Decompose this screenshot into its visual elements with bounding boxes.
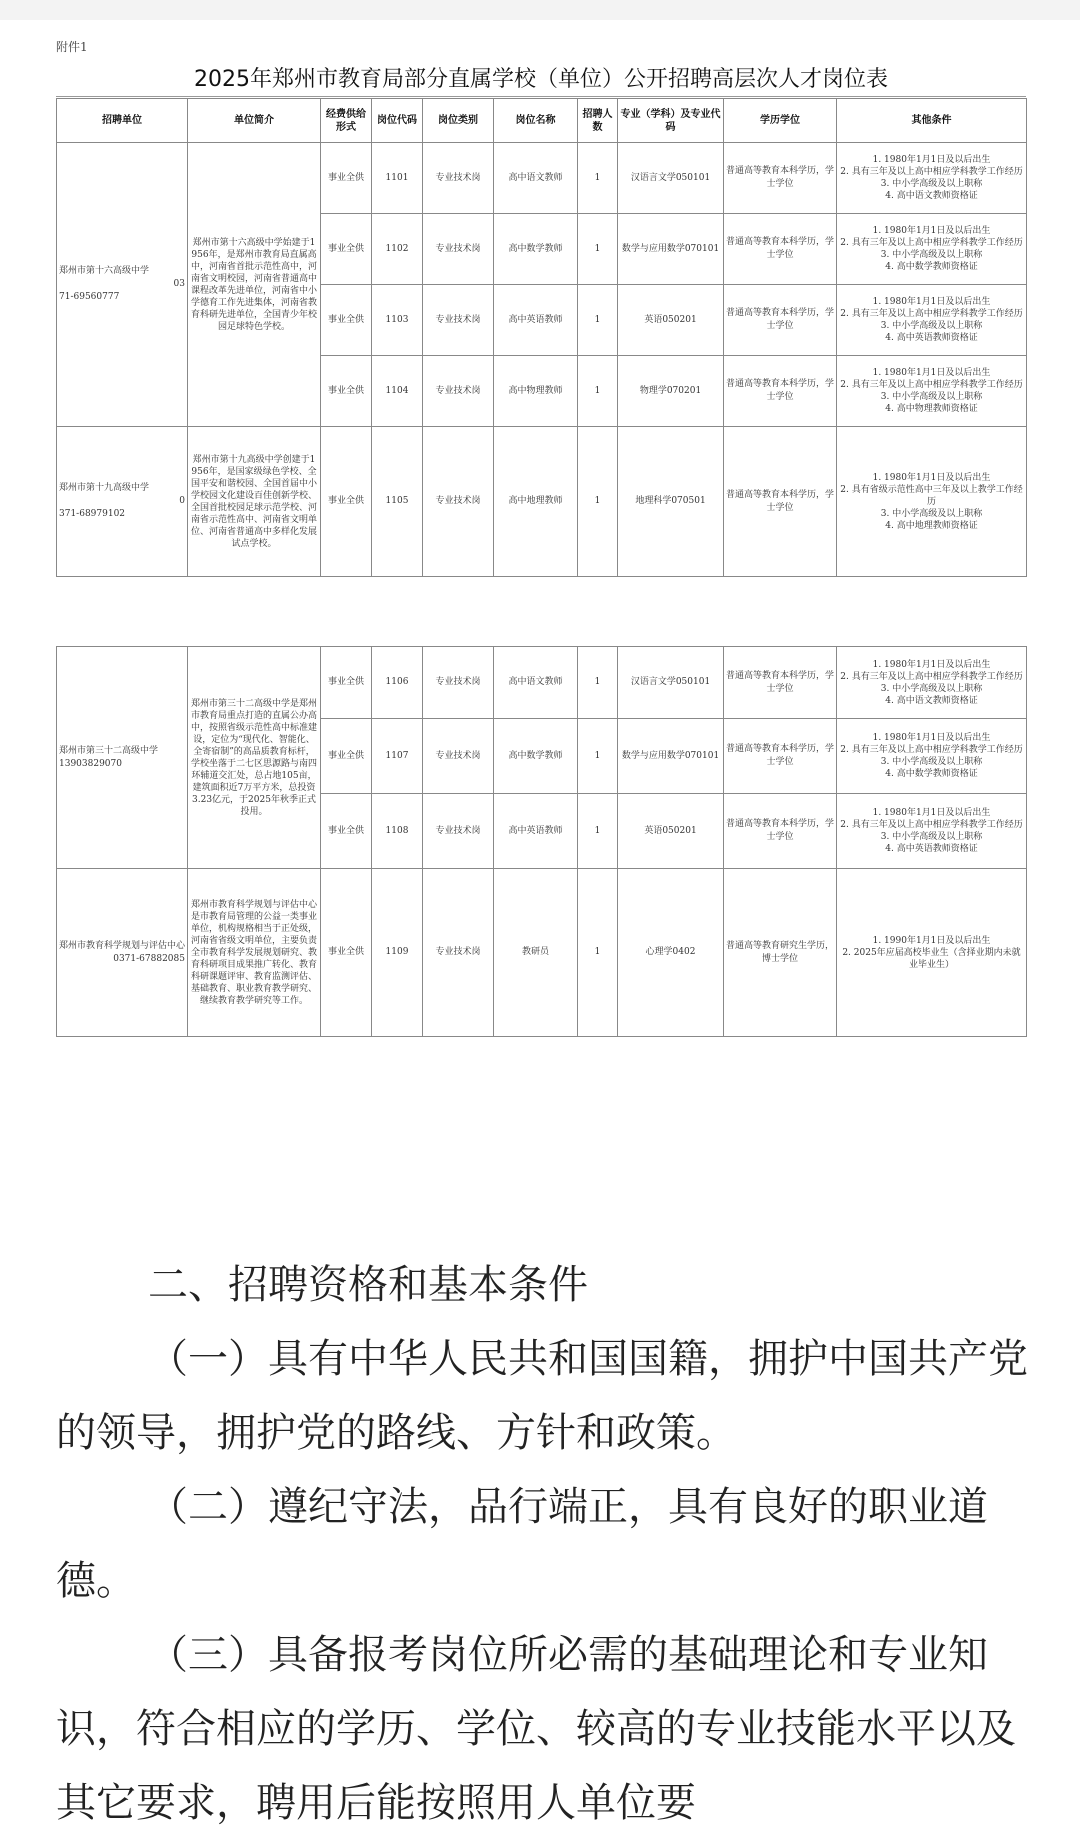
major-cell: 数学与应用数学070101 (618, 719, 724, 794)
category-cell: 专业技术岗 (423, 285, 494, 356)
header-cell: 其他条件 (837, 99, 1027, 143)
header-cell: 岗位代码 (372, 99, 423, 143)
major-cell: 英语050201 (618, 285, 724, 356)
category-cell: 专业技术岗 (423, 356, 494, 427)
cond-cell: 1. 1980年1月1日及以后出生 2. 具有三年及以上高中相应学科教学工作经历 3. 中小学高级及以上职称 4. 高中英语教师资格证 (837, 285, 1027, 356)
fund-cell: 事业全供 (321, 285, 372, 356)
unit-phone: 71-69560777 (59, 292, 120, 302)
header-cell: 招聘单位 (57, 99, 188, 143)
edu-cell: 普通高等教育本科学历，学士学位 (724, 285, 837, 356)
count-cell: 1 (578, 794, 618, 869)
category-cell: 专业技术岗 (423, 794, 494, 869)
edu-cell: 普通高等教育本科学历，学士学位 (724, 427, 837, 577)
edu-cell: 普通高等教育本科学历，学士学位 (724, 214, 837, 285)
cond-cell: 1. 1980年1月1日及以后出生 2. 具有三年及以上高中相应学科教学工作经历 3. 中小学高级及以上职称 4. 高中数学教师资格证 (837, 719, 1027, 794)
position-cell: 高中地理教师 (494, 427, 578, 577)
code-cell: 1103 (372, 285, 423, 356)
position-cell: 高中数学教师 (494, 719, 578, 794)
header-cell: 招聘人数 (578, 99, 618, 143)
code-cell: 1109 (372, 869, 423, 1037)
major-cell: 物理学070201 (618, 356, 724, 427)
cond-cell: 1. 1980年1月1日及以后出生 2. 具有省级示范性高中三年及以上教学工作经历 3. 中小学高级及以上职称 4. 高中地理教师资格证 (837, 427, 1027, 577)
edu-cell: 普通高等教育本科学历，学士学位 (724, 143, 837, 214)
category-cell: 专业技术岗 (423, 143, 494, 214)
fund-cell: 事业全供 (321, 143, 372, 214)
header-cell: 经费供给形式 (321, 99, 372, 143)
position-cell: 高中数学教师 (494, 214, 578, 285)
paragraph: （三）具备报考岗位所必需的基础理论和专业知识，符合相应的学历、学位、较高的专业技能水平以及其它要求，聘用后能按照用人单位要 (56, 1632, 1016, 1826)
code-cell: 1107 (372, 719, 423, 794)
major-cell: 数学与应用数学070101 (618, 214, 724, 285)
major-cell: 汉语言文学050101 (618, 647, 724, 719)
body-text (56, 1248, 1028, 1840)
code-cell: 1101 (372, 143, 423, 214)
fund-cell: 事业全供 (321, 869, 372, 1037)
fund-cell: 事业全供 (321, 794, 372, 869)
table-row (57, 143, 1027, 214)
title-divider (56, 96, 1026, 97)
positions-table-part1 (56, 98, 1027, 577)
count-cell: 1 (578, 427, 618, 577)
paragraph: （二）遵纪守法，品行端正，具有良好的职业道德。 (56, 1484, 988, 1604)
unit-cell (57, 869, 188, 1037)
position-cell: 高中英语教师 (494, 794, 578, 869)
position-cell: 高中物理教师 (494, 356, 578, 427)
fund-cell: 事业全供 (321, 214, 372, 285)
table-row (57, 647, 1027, 719)
header-cell: 学历学位 (724, 99, 837, 143)
attachment-label: 附件1 (56, 40, 88, 54)
unit-phone-part: 03 (173, 279, 185, 289)
positions-table-part2 (56, 646, 1027, 1037)
position-cell: 教研员 (494, 869, 578, 1037)
header-cell: 单位简介 (188, 99, 321, 143)
table-row (57, 869, 1027, 1037)
unit-phone-part: 0 (179, 496, 185, 506)
table-row (57, 427, 1027, 577)
code-cell: 1105 (372, 427, 423, 577)
edu-cell: 普通高等教育本科学历，学士学位 (724, 356, 837, 427)
unit-intro: 郑州市第十九高级中学创建于1956年，是国家级绿色学校、全国平安和谐校园、全国首届中小学校园文化建设百佳创新学校、全国首批校园足球示范学校、河南省示范性高中、河南省文明单位、河南省普通高中多样化发展试点学校。 (188, 427, 321, 577)
unit-name: 郑州市第三十二高级中学 (59, 745, 159, 756)
count-cell: 1 (578, 719, 618, 794)
count-cell: 1 (578, 356, 618, 427)
category-cell: 专业技术岗 (423, 427, 494, 577)
category-cell: 专业技术岗 (423, 214, 494, 285)
code-cell: 1106 (372, 647, 423, 719)
unit-phone: 13903829070 (59, 758, 122, 769)
table-title: 2025年郑州市教育局部分直属学校（单位）公开招聘高层次人才岗位表 (194, 67, 888, 92)
code-cell: 1104 (372, 356, 423, 427)
fund-cell: 事业全供 (321, 356, 372, 427)
cond-cell: 1. 1980年1月1日及以后出生 2. 具有三年及以上高中相应学科教学工作经历 3. 中小学高级及以上职称 4. 高中语文教师资格证 (837, 647, 1027, 719)
unit-cell (57, 647, 188, 869)
position-cell: 高中英语教师 (494, 285, 578, 356)
unit-cell (57, 143, 188, 427)
fund-cell: 事业全供 (321, 647, 372, 719)
code-cell: 1102 (372, 214, 423, 285)
count-cell: 1 (578, 143, 618, 214)
count-cell: 1 (578, 214, 618, 285)
major-cell: 汉语言文学050101 (618, 143, 724, 214)
cond-cell: 1. 1980年1月1日及以后出生 2. 具有三年及以上高中相应学科教学工作经历 3. 中小学高级及以上职称 4. 高中语文教师资格证 (837, 143, 1027, 214)
edu-cell: 普通高等教育本科学历，学士学位 (724, 719, 837, 794)
header-cell: 岗位名称 (494, 99, 578, 143)
count-cell: 1 (578, 869, 618, 1037)
edu-cell: 普通高等教育本科学历，学士学位 (724, 794, 837, 869)
fund-cell: 事业全供 (321, 427, 372, 577)
unit-name: 郑州市第十九高级中学 (59, 483, 150, 493)
cond-cell: 1. 1980年1月1日及以后出生 2. 具有三年及以上高中相应学科教学工作经历 3. 中小学高级及以上职称 4. 高中英语教师资格证 (837, 794, 1027, 869)
unit-phone: 0371-67882085 (113, 953, 185, 964)
major-cell: 心理学0402 (618, 869, 724, 1037)
edu-cell: 普通高等教育研究生学历，博士学位 (724, 869, 837, 1037)
cond-cell: 1. 1990年1月1日及以后出生 2. 2025年应届高校毕业生（含择业期内未就业毕业生） (837, 869, 1027, 1037)
major-cell: 地理科学070501 (618, 427, 724, 577)
header-cell: 专业（学科）及专业代码 (618, 99, 724, 143)
edu-cell: 普通高等教育本科学历，学士学位 (724, 647, 837, 719)
unit-phone: 371-68979102 (59, 509, 126, 519)
category-cell: 专业技术岗 (423, 719, 494, 794)
code-cell: 1108 (372, 794, 423, 869)
unit-intro: 郑州市第十六高级中学始建于1956年，是郑州市教育局直属高中，河南省首批示范性高中，河南省文明校园，河南省普通高中课程改革先进单位，河南省中小学德育工作先进集体，河南省教育科研先进单位，全国青少年校园足球特色学校。 (188, 143, 321, 427)
count-cell: 1 (578, 285, 618, 356)
unit-cell (57, 427, 188, 577)
position-cell: 高中语文教师 (494, 647, 578, 719)
category-cell: 专业技术岗 (423, 647, 494, 719)
paragraph: （一）具有中华人民共和国国籍，拥护中国共产党的领导，拥护党的路线、方针和政策。 (56, 1336, 1028, 1456)
unit-name: 郑州市第十六高级中学 (59, 266, 150, 276)
unit-intro: 郑州市教育科学规划与评估中心是市教育局管理的公益一类事业单位，机构规格相当于正处级，河南省省级文明单位，主要负责全市教育科学发展规划研究、教育科研项目成果推广转化、教育科研课题评审、教育监测评估、基础教育、职业教育教学研究、继续教育教学研究等工作。 (188, 869, 321, 1037)
top-strip (0, 0, 1080, 20)
cond-cell: 1. 1980年1月1日及以后出生 2. 具有三年及以上高中相应学科教学工作经历 3. 中小学高级及以上职称 4. 高中数学教师资格证 (837, 214, 1027, 285)
position-cell: 高中语文教师 (494, 143, 578, 214)
cond-cell: 1. 1980年1月1日及以后出生 2. 具有三年及以上高中相应学科教学工作经历 3. 中小学高级及以上职称 4. 高中物理教师资格证 (837, 356, 1027, 427)
header-cell: 岗位类别 (423, 99, 494, 143)
unit-intro: 郑州市第三十二高级中学是郑州市教育局重点打造的直属公办高中，按照省级示范性高中标准建设，定位为“现代化、智能化、全寄宿制”的高品质教育标杆，学校坐落于二七区思源路与南四环辅道交汇处，总占地105亩，建筑面积近7万平方米，总投资3.23亿元，于2025年秋季正式投用。 (188, 647, 321, 869)
fund-cell: 事业全供 (321, 719, 372, 794)
header-row (57, 99, 1027, 143)
category-cell: 专业技术岗 (423, 869, 494, 1037)
count-cell: 1 (578, 647, 618, 719)
unit-name: 郑州市教育科学规划与评估中心 (59, 940, 186, 951)
section-heading: 二、招聘资格和基本条件 (148, 1262, 588, 1308)
major-cell: 英语050201 (618, 794, 724, 869)
